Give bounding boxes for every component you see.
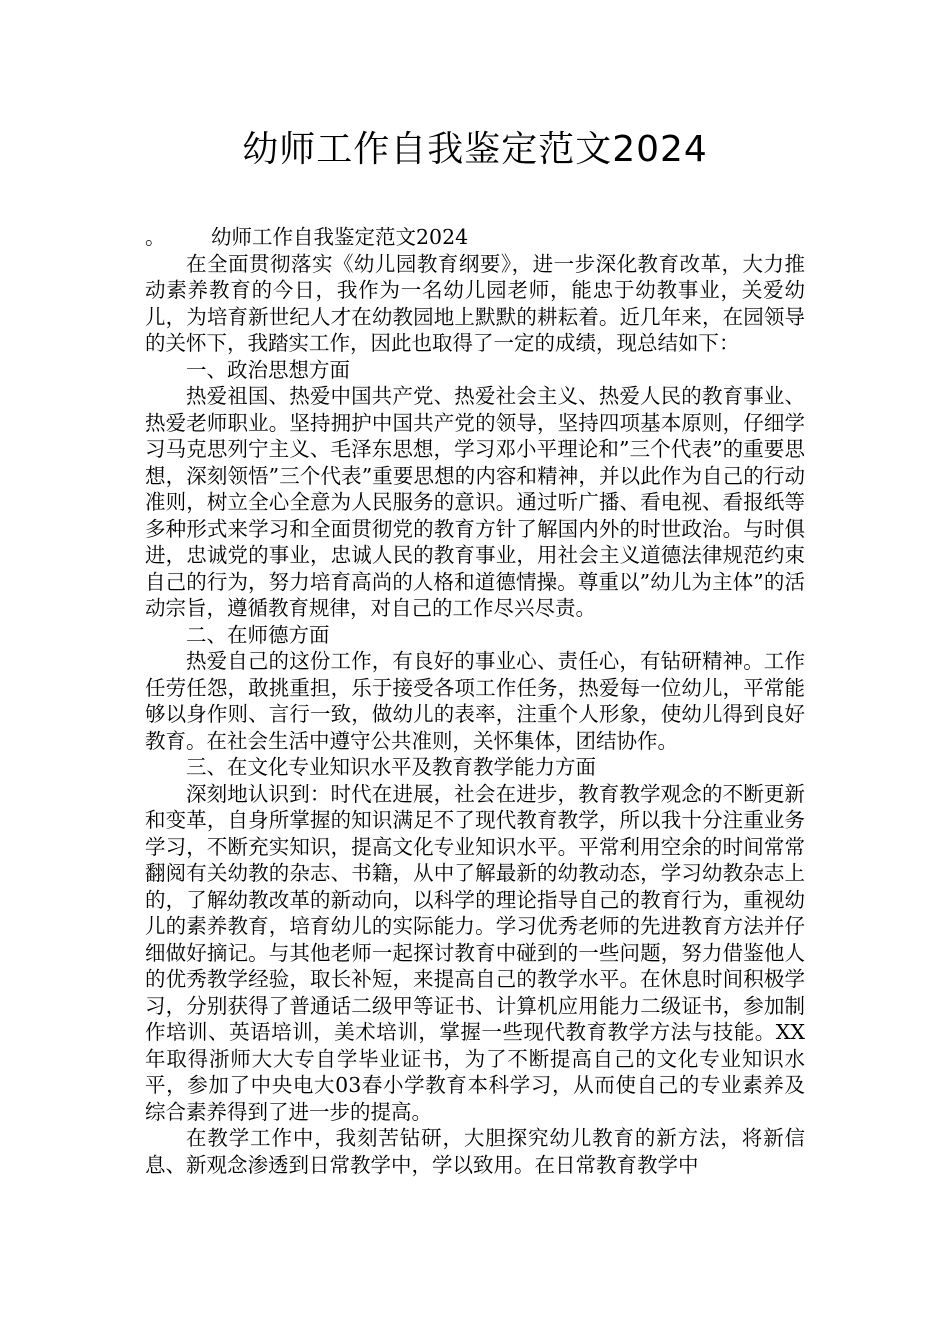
document-body [145,224,805,1178]
lead-line [145,224,805,251]
document-title: 幼师工作自我鉴定范文2024 [242,129,708,170]
paragraph-knowledge: 深刻地认识到：时代在进展，社会在进步，教育教学观念的不断更新和变革，自身所掌握的知识满足不了现代教育教学，所以我十分注重业务学习，不断充实知识，提高文化专业知识水平。平常利用空余的时间常常翻阅有关幼教的杂志、书籍，从中了解最新的幼教动态，学习幼教杂志上的，了解幼教改革的新动向，以科学的理论指导自己的教育行为，重视幼儿的素养教育，培育幼儿的实际能力。学习优秀老师的先进教育方法并仔细做好摘记。与其他老师一起探讨教育中碰到的一些问题，努力借鉴他人的优秀教学经验，取长补短，来提高自己的教学水平。在休息时间积极学习，分别获得了普通话二级甲等证书、计算机应用能力二级证书，参加制作培训、英语培训，美术培训，掌握一些现代教育教学方法与技能。XX年取得浙师大大专自学毕业证书，为了不断提高自己的文化专业知识水平，参加了中央电大03春小学教育本科学习，从而使自己的专业素养及综合素养得到了进一步的提高。 [145,781,805,1124]
lead-mark: 。 [145,225,166,249]
paragraph-politics: 热爱祖国、热爱中国共产党、热爱社会主义、热爱人民的教育事业、热爱老师职业。坚持拥护中国共产党的领导，坚持四项基本原则，仔细学习马克思列宁主义、毛泽东思想，学习邓小平理论和”三个代表”的重要思想，深刻领悟”三个代表”重要思想的内容和精神，并以此作为自己的行动准则，树立全心全意为人民服务的意识。通过听广播、看电视、看报纸等多种形式来学习和全面贯彻党的教育方针了解国内外的时世政治。与时俱进，忠诚党的事业，忠诚人民的教育事业，用社会主义道德法律规范约束自己的行为，努力培育高尚的人格和道德情操。尊重以”幼儿为主体”的活动宗旨，遵循教育规律，对自己的工作尽兴尽责。 [145,384,805,620]
paragraph-intro: 在全面贯彻落实《幼儿园教育纲要》，进一步深化教育改革，大力推动素养教育的今日，我作为一名幼儿园老师，能忠于幼教事业，关爱幼儿，为培育新世纪人才在幼教园地上默默的耕耘着。近几年来，在园领导的关怀下，我踏实工作，因此也取得了一定的成绩，现总结如下： [145,251,805,355]
lead-title: 幼师工作自我鉴定范文2024 [211,225,469,249]
paragraph-teaching: 在教学工作中，我刻苦钻研，大胆探究幼儿教育的新方法，将新信息、新观念渗透到日常教学中，学以致用。在日常教育教学中 [145,1126,805,1177]
section-heading-ethics: 二、在师德方面 [186,622,330,647]
section-heading-knowledge: 三、在文化专业知识水平及教育教学能力方面 [186,755,596,779]
paragraph-ethics: 热爱自己的这份工作，有良好的事业心、责任心，有钻研精神。工作任劳任怨，敢挑重担，乐于接受各项工作任务，热爱每一位幼儿，平常能够以身作则、言行一致，做幼儿的表率，注重个人形象，使幼儿得到良好教育。在社会生活中遵守公共准则，关怀集体，团结协作。 [145,649,805,753]
section-heading-politics: 一、政治思想方面 [186,357,350,382]
